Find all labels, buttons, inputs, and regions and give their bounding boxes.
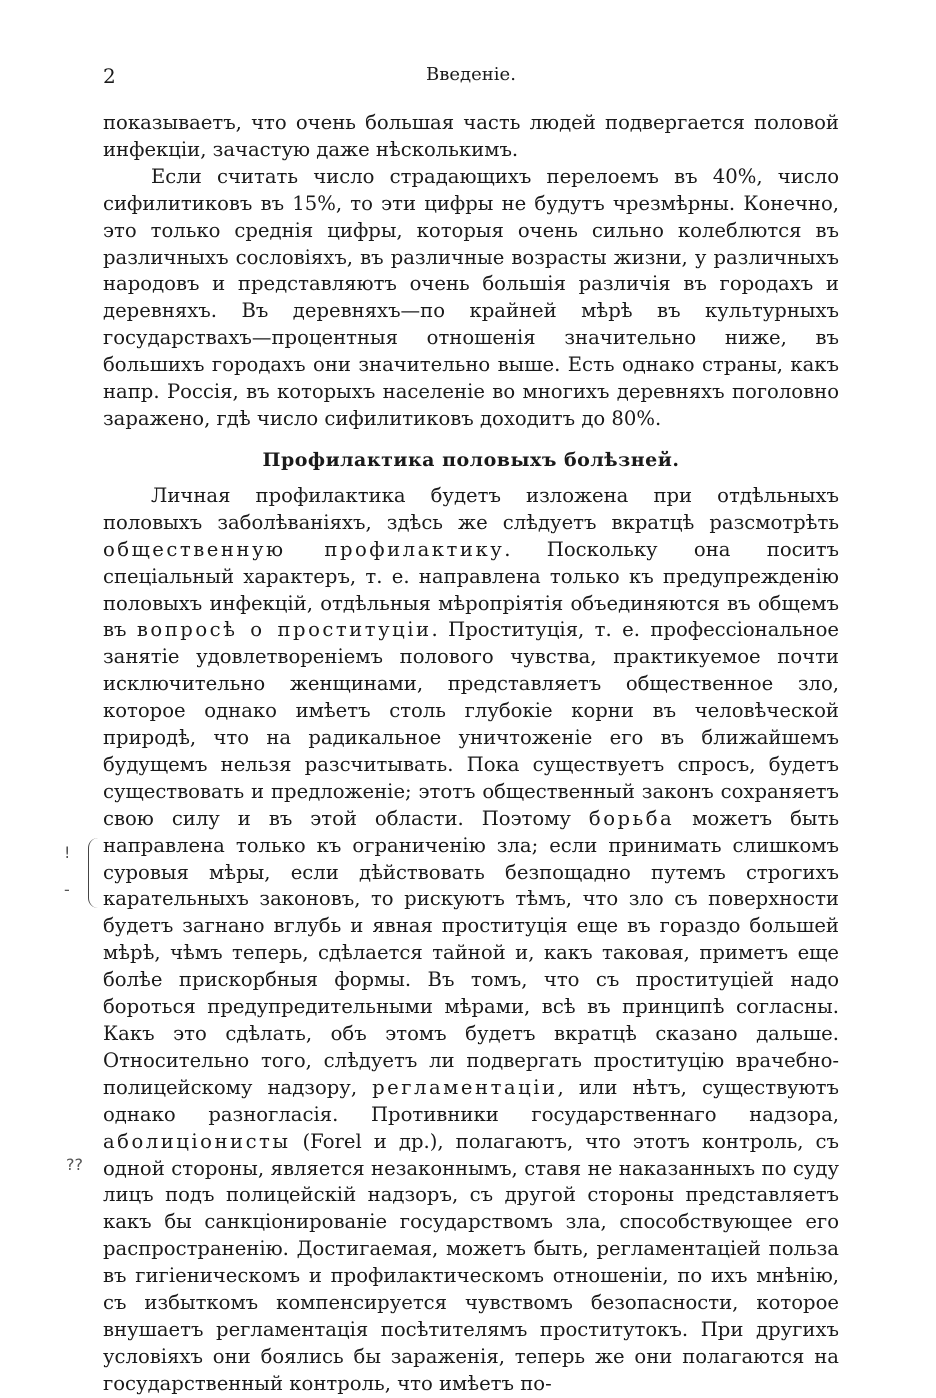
text-run: Личная профилактика будетъ изложена при отдѣльныхъ половыхъ заболѣваніяхъ, здѣсь же слѣдуетъ вкратцѣ разсмотрѣть xyxy=(103,483,839,534)
text-run: можетъ быть направлена только къ ограниченію зла; если принимать слишкомъ суровыя мѣры, если дѣйствовать безпощадно путемъ строгихъ карательныхъ законовъ, то рискуютъ тѣмъ, что зло съ поверхности будетъ загнано вглубь и явная проституція еще въ гораздо большей мѣрѣ, чѣмъ теперь, сдѣлается тайной и, какъ таковая, приметъ еще болѣе прискорбныя формы. Въ томъ, что съ проституціей надо бороться предупредительными мѣрами, всѣ въ принципѣ согласны. Какъ это сдѣлать, объ этомъ будетъ вкратцѣ сказано дальше. Относительно того, слѣдуетъ ли подвергать проституцію врачебно-полицейскому надзору, xyxy=(103,806,839,1099)
text-run: . Проституція, т. е. профессіональное занятіе удовлетвореніемъ полового чувства, практикуемое почти исключительно женщинами, представляетъ общественное зло, которое однако имѣетъ столь глубокіе корни въ человѣческой природѣ, что на радикальное уничтоженіе его въ ближайшемъ будущемъ нельзя разсчитывать. Пока существуетъ спросъ, будетъ существовать и предложеніе; этотъ общественный законъ сохраняетъ свою силу и въ этой области. Поэтому xyxy=(103,618,839,830)
margin-mark: ?? xyxy=(66,1155,83,1174)
page-number: 2 xyxy=(103,64,116,88)
margin-bracket xyxy=(88,838,103,908)
margin-mark: - xyxy=(64,880,70,899)
emphasized-term: вопросѣ о проституціи xyxy=(136,618,432,642)
paragraph xyxy=(103,483,839,1398)
page-body xyxy=(103,110,839,1398)
text-run: . Поскольку она поситъ спеціальный характеръ, т. е. направлена только къ предупрежденію половыхъ инфекцій, отдѣльныя мѣропріятія объединяются въ общемъ въ xyxy=(103,537,839,642)
emphasized-term: аболиціонисты xyxy=(103,1129,291,1153)
page-header xyxy=(103,64,839,92)
section-heading: Профилактика половыхъ болѣзней. xyxy=(262,448,680,471)
text-run: , или нѣтъ, существуютъ однако разногласія. Противники государственнаго надзора, xyxy=(103,1075,839,1126)
running-title: Введеніе. xyxy=(426,64,516,85)
emphasized-term: борьба xyxy=(588,806,675,830)
text-run: (Forel и др.), полагаютъ, что этотъ контроль, съ одной стороны, является незаконнымъ, ставя не наказанныхъ по суду лицъ подъ полицейскій надзоръ, съ другой стороны представляетъ какъ бы санкціонированіе государствомъ зла, способствующее его распространенію. Достигаемая, можетъ быть, регламентаціей польза въ гигіеническомъ и профилактическомъ отношеніи, по ихъ мнѣнію, съ избыткомъ компенсируется чувствомъ безопасности, которое внушаетъ регламентація посѣтителямъ проститутокъ. При другихъ условіяхъ они боялись бы зараженія, теперь же они полагаются на государственный контроль, что имѣетъ по- xyxy=(103,1129,839,1395)
paragraph: Если считать число страдающихъ перелоемъ въ 40%, число сифилитиковъ въ 15%, то эти цифры не будутъ чрезмѣрны. Конечно, это только среднія цифры, которыя очень сильно колеблются въ различныхъ сословіяхъ, въ различные возрасты жизни, у различныхъ народовъ и представляютъ очень большія различія въ городахъ и деревняхъ. Въ деревняхъ—по крайней мѣрѣ въ культурныхъ государствахъ—процентныя отношенія значительно ниже, въ большихъ городахъ они значительно выше. Есть однако страны, какъ напр. Россія, въ которыхъ населеніе во многихъ деревняхъ поголовно заражено, гдѣ число сифилитиковъ доходитъ до 80%. xyxy=(103,164,839,430)
margin-mark: ! xyxy=(64,843,71,862)
emphasized-term: общественную профилактику xyxy=(103,537,505,561)
paragraph-continued: показываетъ, что очень большая часть людей подвергается половой инфекціи, зачастую даже нѣсколькимъ. xyxy=(103,111,839,161)
emphasized-term: регламентаціи xyxy=(372,1075,558,1099)
